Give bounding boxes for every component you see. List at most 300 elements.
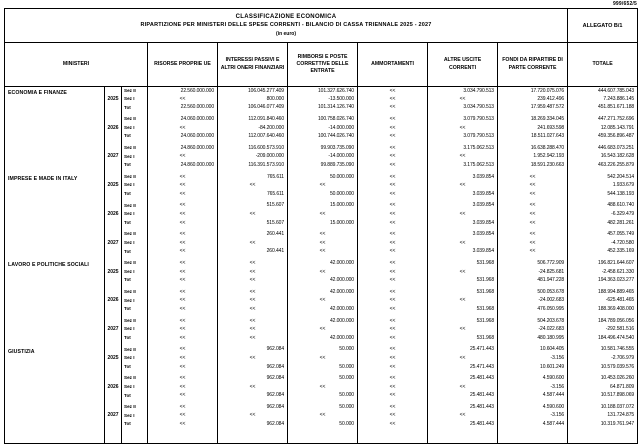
- value-cell: <<: [288, 248, 358, 257]
- sez-label: Sez I: [122, 153, 148, 162]
- value-cell: <<: [428, 95, 498, 104]
- table-title: CLASSIFICAZIONE ECONOMICA: [235, 13, 337, 20]
- value-cell: 1.933.679: [568, 181, 638, 190]
- sez-label: Sez II: [122, 259, 148, 268]
- value-cell: 100.744.026.740: [288, 132, 358, 141]
- sez-label: Sez II: [122, 403, 148, 412]
- value-cell: 7.243.886.145: [568, 95, 638, 104]
- value-cell: <<: [148, 334, 218, 343]
- sez-label: Sez I: [122, 297, 148, 306]
- value-cell: <<: [148, 95, 218, 104]
- col-header-altre-uscite-correnti: ALTRE USCITE CORRENTI: [428, 43, 498, 87]
- value-cell: <<: [428, 181, 498, 190]
- value-cell: 3.079.790.513: [428, 115, 498, 124]
- value-cell: <<: [148, 210, 218, 219]
- col-header-rimborsi-poste-correttive: RIMBORSI E POSTE CORRETTIVE DELLE ENTRATE: [288, 43, 358, 87]
- value-cell: <<: [148, 346, 218, 355]
- sez-label: Sez II: [122, 317, 148, 326]
- value-cell: <<: [218, 210, 288, 219]
- value-cell: <<: [358, 144, 428, 153]
- filler-row: [5, 429, 638, 444]
- value-cell: <<: [428, 354, 498, 363]
- value-cell: <<: [148, 219, 218, 228]
- value-cell: 131.724.875: [568, 412, 638, 421]
- value-cell: 100.758.026.740: [288, 115, 358, 124]
- value-cell: <<: [358, 363, 428, 372]
- sez-label: Sez II: [122, 346, 148, 355]
- value-cell: 196.821.644.607: [568, 259, 638, 268]
- value-cell: 4.590.600: [498, 374, 568, 383]
- value-cell: <<: [428, 297, 498, 306]
- value-cell: 4.590.600: [498, 403, 568, 412]
- value-cell: <<: [498, 219, 568, 228]
- value-cell: 42.000.000: [288, 288, 358, 297]
- value-cell: <<: [428, 383, 498, 392]
- value-cell: 25.481.443: [428, 403, 498, 412]
- value-cell: <<: [358, 259, 428, 268]
- filler-cell: [498, 429, 568, 444]
- value-cell: 10.517.898.069: [568, 392, 638, 401]
- value-cell: 515.607: [218, 219, 288, 228]
- value-cell: 800.000: [218, 95, 288, 104]
- value-cell: <<: [288, 268, 358, 277]
- sez-label: Sez II: [122, 202, 148, 211]
- year-label: 2027: [105, 144, 122, 170]
- value-cell: <<: [288, 297, 358, 306]
- value-cell: <<: [148, 276, 218, 285]
- value-cell: -24.825.681: [498, 268, 568, 277]
- value-cell: <<: [148, 202, 218, 211]
- value-cell: <<: [428, 268, 498, 277]
- value-cell: 446.683.073.251: [568, 144, 638, 153]
- value-cell: <<: [288, 230, 358, 239]
- value-cell: <<: [358, 190, 428, 199]
- value-cell: 962.084: [218, 346, 288, 355]
- value-cell: 16.638.288.470: [498, 144, 568, 153]
- col-header-interessi-passivi: INTERESSI PASSIVI E ALTRI ONERI FINANZIARI: [218, 43, 288, 87]
- value-cell: <<: [498, 239, 568, 248]
- value-cell: 112.007.640.460: [218, 132, 288, 141]
- sez-label: Sez I: [122, 412, 148, 421]
- ministry-name: GIUSTIZIA: [5, 346, 105, 429]
- value-cell: 184.496.474.540: [568, 334, 638, 343]
- sez-label: Sez II: [122, 173, 148, 182]
- value-cell: 22.560.000.000: [148, 87, 218, 96]
- value-cell: <<: [288, 325, 358, 334]
- value-cell: 962.084: [218, 403, 288, 412]
- value-cell: 3.079.790.513: [428, 132, 498, 141]
- value-cell: <<: [358, 248, 428, 257]
- value-cell: <<: [358, 276, 428, 285]
- value-cell: 531.968: [428, 288, 498, 297]
- value-cell: 241.693.598: [498, 124, 568, 133]
- sez-label: Sez II: [122, 288, 148, 297]
- table-row: [5, 87, 638, 96]
- value-cell: 17.959.487.572: [498, 104, 568, 113]
- value-cell: <<: [148, 354, 218, 363]
- value-cell: <<: [288, 383, 358, 392]
- value-cell: <<: [498, 230, 568, 239]
- value-cell: <<: [498, 181, 568, 190]
- value-cell: 3.034.790.513: [428, 87, 498, 96]
- value-cell: <<: [358, 202, 428, 211]
- value-cell: 18.269.334.045: [498, 115, 568, 124]
- value-cell: <<: [358, 297, 428, 306]
- value-cell: -24.022.683: [498, 325, 568, 334]
- value-cell: 42.000.000: [288, 305, 358, 314]
- value-cell: <<: [218, 181, 288, 190]
- value-cell: 64.871.809: [568, 383, 638, 392]
- value-cell: 1.952.942.193: [498, 153, 568, 162]
- value-cell: 3.034.790.513: [428, 104, 498, 113]
- value-cell: <<: [498, 190, 568, 199]
- value-cell: 504.203.678: [498, 317, 568, 326]
- value-cell: 42.000.000: [288, 276, 358, 285]
- sez-label: Tot: [122, 363, 148, 372]
- value-cell: 457.055.749: [568, 230, 638, 239]
- value-cell: 50.000.000: [288, 173, 358, 182]
- value-cell: 452.335.169: [568, 248, 638, 257]
- value-cell: 24.060.000.000: [148, 132, 218, 141]
- sez-label: Tot: [122, 248, 148, 257]
- col-header-risorse-proprie-ue: RISORSE PROPRIE UE: [148, 43, 218, 87]
- year-label: 2027: [105, 317, 122, 343]
- year-label: 2027: [105, 403, 122, 429]
- value-cell: <<: [288, 210, 358, 219]
- value-cell: -3.156: [498, 354, 568, 363]
- filler-cell: [5, 429, 105, 444]
- value-cell: 116.600.573.910: [218, 144, 288, 153]
- value-cell: 10.581.746.555: [568, 346, 638, 355]
- value-cell: <<: [358, 412, 428, 421]
- value-cell: <<: [218, 239, 288, 248]
- value-cell: 515.607: [218, 202, 288, 211]
- value-cell: <<: [358, 354, 428, 363]
- value-cell: 482.281.261: [568, 219, 638, 228]
- sez-label: Sez I: [122, 268, 148, 277]
- value-cell: <<: [358, 383, 428, 392]
- sez-label: Tot: [122, 161, 148, 170]
- value-cell: 476.050.995: [498, 305, 568, 314]
- value-cell: <<: [148, 230, 218, 239]
- sez-label: Sez II: [122, 230, 148, 239]
- value-cell: <<: [358, 317, 428, 326]
- year-label: 2026: [105, 288, 122, 314]
- value-cell: 184.789.056.056: [568, 317, 638, 326]
- value-cell: <<: [358, 104, 428, 113]
- col-header-ammortamenti: AMMORTAMENTI: [358, 43, 428, 87]
- sez-label: Sez I: [122, 383, 148, 392]
- value-cell: 962.084: [218, 363, 288, 372]
- value-cell: <<: [148, 420, 218, 429]
- value-cell: -6.329.479: [568, 210, 638, 219]
- col-header-ministeri: MINISTERI: [5, 43, 148, 87]
- value-cell: 10.601.249: [498, 363, 568, 372]
- value-cell: <<: [148, 288, 218, 297]
- value-cell: <<: [288, 181, 358, 190]
- value-cell: <<: [218, 297, 288, 306]
- value-cell: 99.889.735.090: [288, 161, 358, 170]
- value-cell: 10.319.761.947: [568, 420, 638, 429]
- value-cell: -14.000.000: [288, 124, 358, 133]
- value-cell: 25.471.443: [428, 363, 498, 372]
- sez-label: Sez II: [122, 374, 148, 383]
- value-cell: <<: [358, 153, 428, 162]
- value-cell: <<: [498, 202, 568, 211]
- value-cell: 22.560.000.000: [148, 104, 218, 113]
- value-cell: 962.084: [218, 420, 288, 429]
- value-cell: 463.226.255.879: [568, 161, 638, 170]
- filler-cell: [358, 429, 428, 444]
- value-cell: <<: [358, 230, 428, 239]
- value-cell: -84.200.000: [218, 124, 288, 133]
- value-cell: <<: [358, 173, 428, 182]
- value-cell: <<: [428, 210, 498, 219]
- value-cell: <<: [218, 412, 288, 421]
- value-cell: 531.968: [428, 334, 498, 343]
- sez-label: Sez I: [122, 124, 148, 133]
- value-cell: <<: [358, 403, 428, 412]
- value-cell: <<: [148, 403, 218, 412]
- table-row: [5, 346, 638, 355]
- value-cell: -2.458.621.330: [568, 268, 638, 277]
- sez-label: Sez I: [122, 210, 148, 219]
- value-cell: 480.180.995: [498, 334, 568, 343]
- value-cell: 3.039.854: [428, 190, 498, 199]
- value-cell: 3.039.854: [428, 230, 498, 239]
- sez-label: Sez II: [122, 115, 148, 124]
- value-cell: 3.039.854: [428, 173, 498, 182]
- value-cell: <<: [148, 239, 218, 248]
- value-cell: <<: [218, 354, 288, 363]
- value-cell: 531.968: [428, 305, 498, 314]
- value-cell: -3.156: [498, 412, 568, 421]
- value-cell: <<: [358, 334, 428, 343]
- value-cell: 500.053.678: [498, 288, 568, 297]
- value-cell: <<: [358, 161, 428, 170]
- sez-label: Tot: [122, 104, 148, 113]
- value-cell: 106.046.077.409: [218, 104, 288, 113]
- value-cell: <<: [428, 239, 498, 248]
- value-cell: 99.903.735.090: [288, 144, 358, 153]
- value-cell: 24.860.000.000: [148, 161, 218, 170]
- year-label: 2025: [105, 87, 122, 113]
- value-cell: <<: [358, 239, 428, 248]
- value-cell: -209.000.000: [218, 153, 288, 162]
- column-header-row: [5, 43, 638, 87]
- value-cell: <<: [148, 325, 218, 334]
- value-cell: <<: [358, 392, 428, 401]
- value-cell: <<: [358, 219, 428, 228]
- value-cell: 260.441: [218, 248, 288, 257]
- value-cell: 239.412.496: [498, 95, 568, 104]
- value-cell: <<: [218, 305, 288, 314]
- value-cell: <<: [428, 325, 498, 334]
- value-cell: -13.500.000: [288, 95, 358, 104]
- value-cell: -14.000.000: [288, 153, 358, 162]
- value-cell: <<: [358, 87, 428, 96]
- value-cell: 42.000.000: [288, 334, 358, 343]
- value-cell: 15.000.000: [288, 219, 358, 228]
- filler-cell: [218, 429, 288, 444]
- value-cell: <<: [148, 317, 218, 326]
- value-cell: 459.356.896.487: [568, 132, 638, 141]
- value-cell: 25.471.443: [428, 346, 498, 355]
- value-cell: 50.000: [288, 392, 358, 401]
- value-cell: 50.000: [288, 374, 358, 383]
- sez-label: Tot: [122, 132, 148, 141]
- value-cell: 18.511.027.643: [498, 132, 568, 141]
- value-cell: <<: [218, 317, 288, 326]
- value-cell: 10.604.405: [498, 346, 568, 355]
- value-cell: <<: [218, 334, 288, 343]
- value-cell: 50.000: [288, 363, 358, 372]
- value-cell: <<: [148, 173, 218, 182]
- value-cell: 188.994.889.465: [568, 288, 638, 297]
- value-cell: -2.706.979: [568, 354, 638, 363]
- value-cell: 106.045.277.409: [218, 87, 288, 96]
- value-cell: 3.039.854: [428, 248, 498, 257]
- value-cell: <<: [148, 248, 218, 257]
- sez-label: Sez I: [122, 181, 148, 190]
- value-cell: <<: [358, 95, 428, 104]
- value-cell: 531.968: [428, 317, 498, 326]
- value-cell: <<: [358, 115, 428, 124]
- value-cell: <<: [498, 173, 568, 182]
- filler-cell: [122, 429, 148, 444]
- value-cell: -3.156: [498, 383, 568, 392]
- value-cell: <<: [148, 297, 218, 306]
- value-cell: 544.138.193: [568, 190, 638, 199]
- value-cell: <<: [428, 153, 498, 162]
- table-subtitle: RIPARTIZIONE PER MINISTERI DELLE SPESE CORRENTI - BILANCIO DI CASSA TRIENNALE 2025 - 2027: [140, 22, 432, 28]
- value-cell: 116.391.573.910: [218, 161, 288, 170]
- value-cell: 444.607.785.043: [568, 87, 638, 96]
- value-cell: <<: [358, 210, 428, 219]
- value-cell: <<: [148, 190, 218, 199]
- value-cell: 765.611: [218, 173, 288, 182]
- sez-label: Tot: [122, 334, 148, 343]
- value-cell: <<: [218, 268, 288, 277]
- value-cell: -292.581.516: [568, 325, 638, 334]
- sez-label: Tot: [122, 305, 148, 314]
- value-cell: <<: [428, 412, 498, 421]
- value-cell: 3.175.062.513: [428, 144, 498, 153]
- value-cell: 25.481.443: [428, 420, 498, 429]
- sez-label: Sez I: [122, 354, 148, 363]
- year-label: 2027: [105, 230, 122, 256]
- value-cell: 10.579.039.576: [568, 363, 638, 372]
- value-cell: 12.085.143.791: [568, 124, 638, 133]
- sez-label: Tot: [122, 219, 148, 228]
- value-cell: <<: [218, 276, 288, 285]
- value-cell: 15.000.000: [288, 202, 358, 211]
- value-cell: <<: [428, 124, 498, 133]
- value-cell: <<: [358, 132, 428, 141]
- value-cell: 50.000: [288, 403, 358, 412]
- value-cell: <<: [358, 181, 428, 190]
- value-cell: 962.084: [218, 374, 288, 383]
- value-cell: <<: [288, 412, 358, 421]
- value-cell: 24.060.000.000: [148, 115, 218, 124]
- title-row: [5, 9, 638, 43]
- sez-label: Tot: [122, 392, 148, 401]
- value-cell: 4.587.444: [498, 392, 568, 401]
- table-body: [5, 87, 638, 444]
- allegato-label: ALLEGATO B/1: [568, 9, 638, 43]
- value-cell: 260.441: [218, 230, 288, 239]
- value-cell: 101.327.626.740: [288, 87, 358, 96]
- col-header-fondi-da-ripartire: FONDI DA RIPARTIRE DI PARTE CORRENTE: [498, 43, 568, 87]
- value-cell: 10.188.037.072: [568, 403, 638, 412]
- table-currency-note: (in euro): [276, 30, 297, 37]
- value-cell: 531.968: [428, 259, 498, 268]
- value-cell: 3.039.854: [428, 219, 498, 228]
- value-cell: 50.000: [288, 420, 358, 429]
- title-block: [5, 9, 568, 43]
- value-cell: 25.481.443: [428, 374, 498, 383]
- value-cell: 765.611: [218, 190, 288, 199]
- value-cell: 542.204.514: [568, 173, 638, 182]
- sez-label: Sez I: [122, 95, 148, 104]
- value-cell: <<: [148, 124, 218, 133]
- year-label: 2025: [105, 173, 122, 199]
- filler-cell: [288, 429, 358, 444]
- value-cell: -4.720.580: [568, 239, 638, 248]
- year-label: 2025: [105, 259, 122, 285]
- sez-label: Sez I: [122, 325, 148, 334]
- value-cell: 3.039.854: [428, 202, 498, 211]
- value-cell: <<: [218, 325, 288, 334]
- value-cell: <<: [148, 374, 218, 383]
- value-cell: <<: [148, 153, 218, 162]
- value-cell: <<: [148, 181, 218, 190]
- value-cell: 42.000.000: [288, 259, 358, 268]
- value-cell: <<: [218, 259, 288, 268]
- value-cell: -625.481.465: [568, 297, 638, 306]
- sez-label: Sez I: [122, 239, 148, 248]
- value-cell: <<: [358, 124, 428, 133]
- sez-label: Sez II: [122, 144, 148, 153]
- value-cell: <<: [358, 268, 428, 277]
- value-cell: <<: [498, 210, 568, 219]
- value-cell: <<: [148, 268, 218, 277]
- ministry-name: IMPRESE E MADE IN ITALY: [5, 173, 105, 256]
- value-cell: <<: [148, 392, 218, 401]
- value-cell: <<: [358, 305, 428, 314]
- value-cell: 506.772.909: [498, 259, 568, 268]
- ministry-name: LAVORO E POLITICHE SOCIALI: [5, 259, 105, 342]
- value-cell: 24.860.000.000: [148, 144, 218, 153]
- ministry-name: ECONOMIA E FINANZE: [5, 87, 105, 170]
- sez-label: Tot: [122, 276, 148, 285]
- year-label: 2026: [105, 202, 122, 228]
- value-cell: 481.947.228: [498, 276, 568, 285]
- value-cell: <<: [148, 305, 218, 314]
- filler-cell: [568, 429, 638, 444]
- value-cell: <<: [288, 239, 358, 248]
- value-cell: 42.000.000: [288, 317, 358, 326]
- value-cell: 17.720.075.076: [498, 87, 568, 96]
- value-cell: 4.587.444: [498, 420, 568, 429]
- value-cell: 451.851.671.188: [568, 104, 638, 113]
- value-cell: <<: [358, 374, 428, 383]
- value-cell: <<: [498, 248, 568, 257]
- value-cell: <<: [218, 383, 288, 392]
- value-cell: <<: [148, 259, 218, 268]
- value-cell: 50.000: [288, 346, 358, 355]
- value-cell: <<: [358, 325, 428, 334]
